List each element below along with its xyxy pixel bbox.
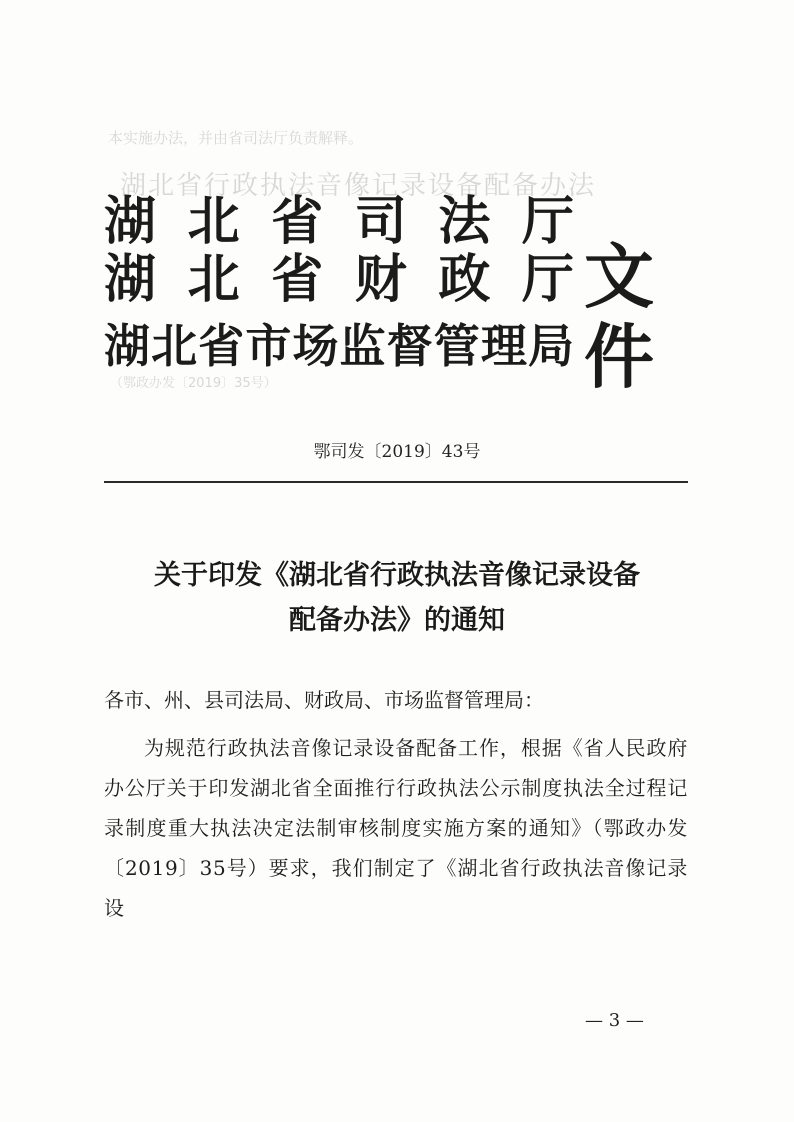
- issuer-char: 北: [187, 192, 240, 252]
- issuer-line-justice: [104, 192, 574, 252]
- page-number: — 3 —: [585, 1010, 644, 1031]
- issuer-char: 省: [198, 319, 245, 373]
- issuer-char: 理: [480, 319, 527, 373]
- issuer-char: 省: [271, 192, 324, 252]
- issuer-char: 湖: [104, 192, 157, 252]
- body-paragraph: 为规范行政执法音像记录设备配备工作，根据《省人民政府办公厅关于印发湖北省全面推行行政执法公示制度执法全过程记录制度重大执法决定法制审核制度实施方案的通知》（鄂政办发〔2019〕35号）要求，我们制定了《湖北省行政执法音像记录设: [104, 736, 688, 920]
- issuer-char: 市: [245, 319, 292, 373]
- issuer-line-finance: [104, 250, 574, 310]
- issuer-char: 厅: [521, 250, 574, 310]
- addressee: 各市、州、县司法局、财政局、市场监督管理局：: [104, 688, 544, 712]
- issuer-char: 北: [151, 319, 198, 373]
- issuer-char: 政: [438, 250, 491, 310]
- document-number: 鄂司发〔2019〕43号: [313, 442, 481, 462]
- bleed-through-text: 湖北省行政执法音像记录设备配备办法: [120, 171, 597, 201]
- issuer-char: 北: [187, 250, 240, 310]
- issuer-char: 督: [386, 319, 433, 373]
- document-title-line-2: 配备办法》的通知: [289, 605, 505, 636]
- header-rule: [104, 481, 688, 483]
- document-suffix: 文件: [584, 235, 652, 398]
- bleed-through-text: 本实施办法，并由省司法厅负责解释。: [108, 129, 364, 147]
- issuer-char: 省: [271, 250, 324, 310]
- issuer-char: 管: [433, 319, 480, 373]
- issuer-char: 司: [354, 192, 407, 252]
- issuer-char: 财: [354, 250, 407, 310]
- issuer-char: 场: [292, 319, 339, 373]
- issuer-char: 湖: [104, 250, 157, 310]
- bleed-through-text: （鄂政办发〔2019〕35号）: [110, 376, 277, 391]
- issuer-char: 厅: [521, 192, 574, 252]
- issuer-char: 监: [339, 319, 386, 373]
- document-title-line-1: 关于印发《湖北省行政执法音像记录设备: [154, 560, 640, 591]
- issuer-line-market: [104, 316, 574, 376]
- issuer-char: 局: [527, 319, 574, 373]
- issuer-char: 法: [438, 192, 491, 252]
- issuer-char: 湖: [104, 319, 150, 373]
